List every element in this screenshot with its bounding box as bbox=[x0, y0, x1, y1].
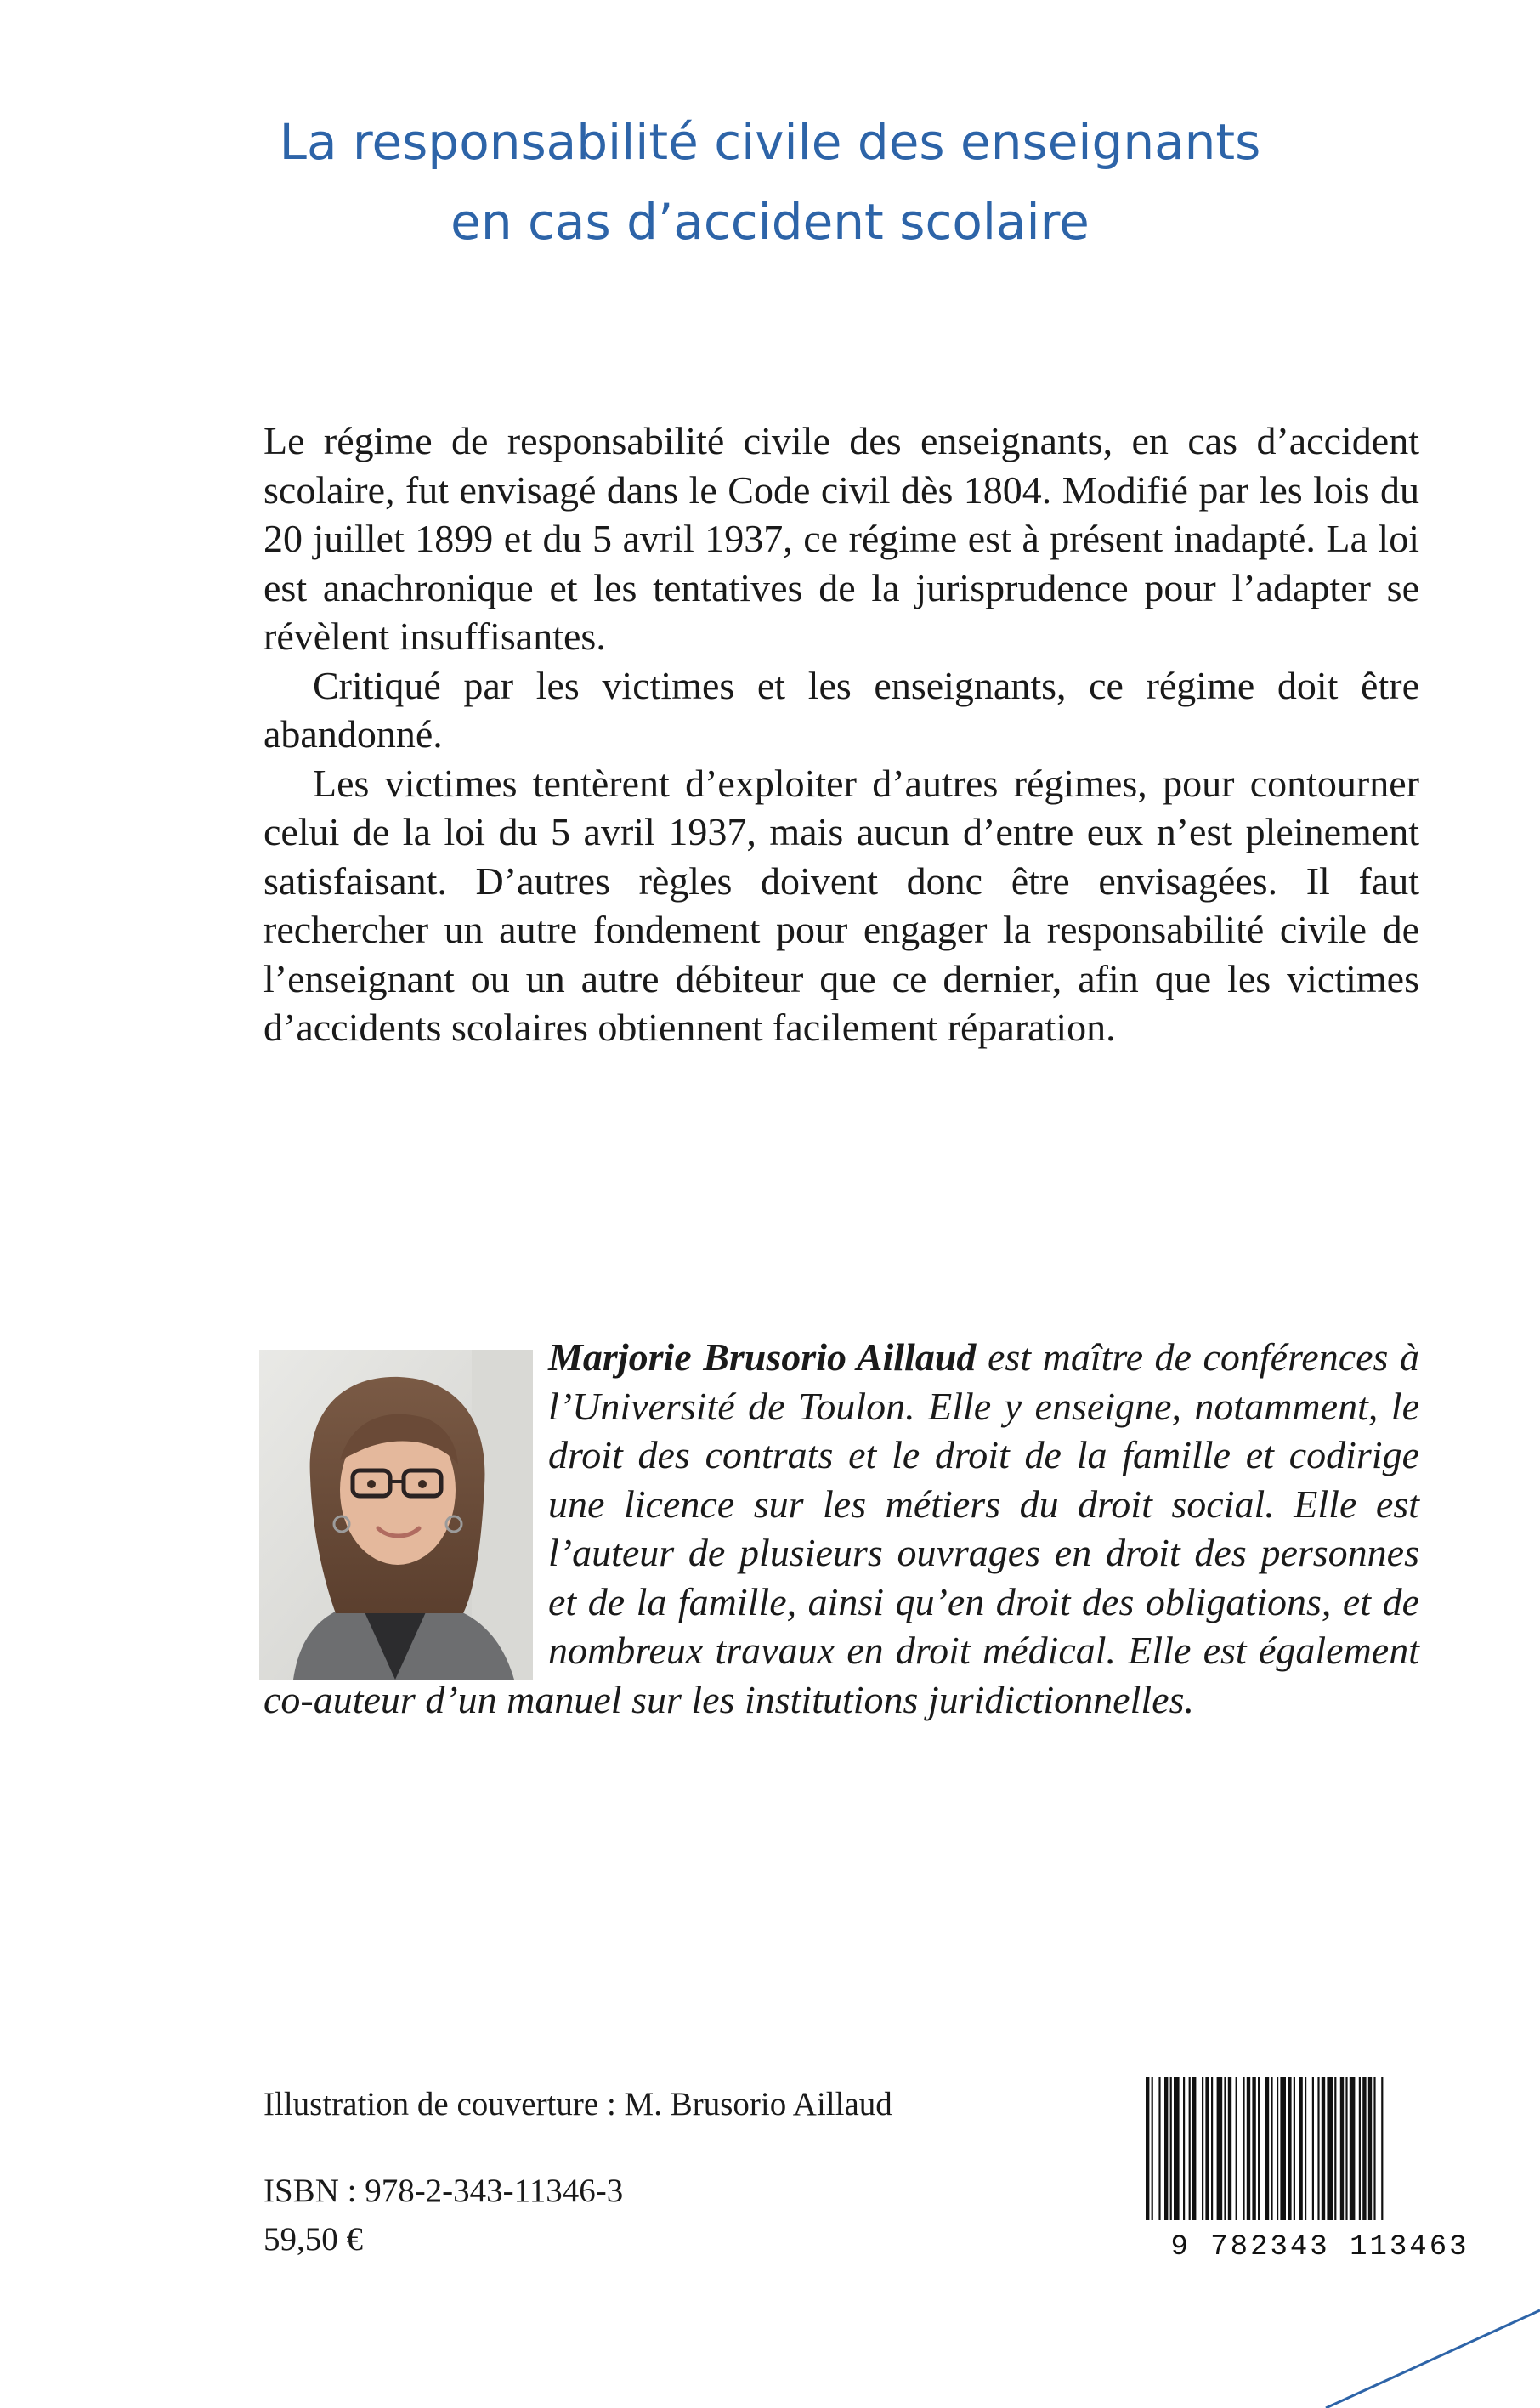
book-title-line-2: en cas d’accident scolaire bbox=[450, 193, 1090, 251]
barcode-digits: 9 782343 113463 bbox=[1170, 2231, 1469, 2261]
summary-paragraph: Critiqué par les victimes et les enseignants, ce régime doit être abandonné. bbox=[263, 663, 1419, 756]
author-name: Marjorie Brusorio Aillaud bbox=[548, 1335, 977, 1379]
summary-paragraph: Les victimes tentèrent d’exploiter d’autres régimes, pour contourner celui de la loi du 5 avril 1937, mais aucun d’entre eux n’est pleinement satisfaisant. D’autres règles doivent donc être envisagées. Il faut rechercher un autre fondement pour engager la responsabilité civile de l’enseignant ou un autre débiteur que ce dernier, afin que les victimes d’accidents scolaires obtiennent facilement réparation. bbox=[263, 761, 1419, 1049]
cover-illustration-credit: Illustration de couverture : M. Brusorio Aillaud bbox=[263, 2086, 892, 2122]
isbn-text: ISBN : 978-2-343-11346-3 bbox=[263, 2173, 624, 2209]
price-text: 59,50 € bbox=[263, 2221, 363, 2258]
book-title-line-1: La responsabilité civile des enseignants bbox=[279, 113, 1261, 171]
summary-paragraph: Le régime de responsabilité civile des enseignants, en cas d’accident scolaire, fut envisagé dans le Code civil dès 1804. Modifié par les lois du 20 juillet 1899 et du 5 avril 1937, ce régime est à présent inadapté. La loi est anachronique et les tentatives de la jurisprudence pour l’adapter se révèlent insuffisantes. bbox=[263, 419, 1419, 658]
author-bio-text: est maître de conférences à l’Université de Toulon. Elle y enseigne, notamment, le droit des contrats et le droit de la famille et codirige une licence sur les métiers du droit social. Elle est l’auteur de plusieurs ouvrages en droit des personnes et de la famille, ainsi qu’en droit des obligations, et de nombreux travaux en droit médical. Elle est également co-auteur d’un manuel sur les institutions juridictionnelles. bbox=[263, 1335, 1419, 1721]
